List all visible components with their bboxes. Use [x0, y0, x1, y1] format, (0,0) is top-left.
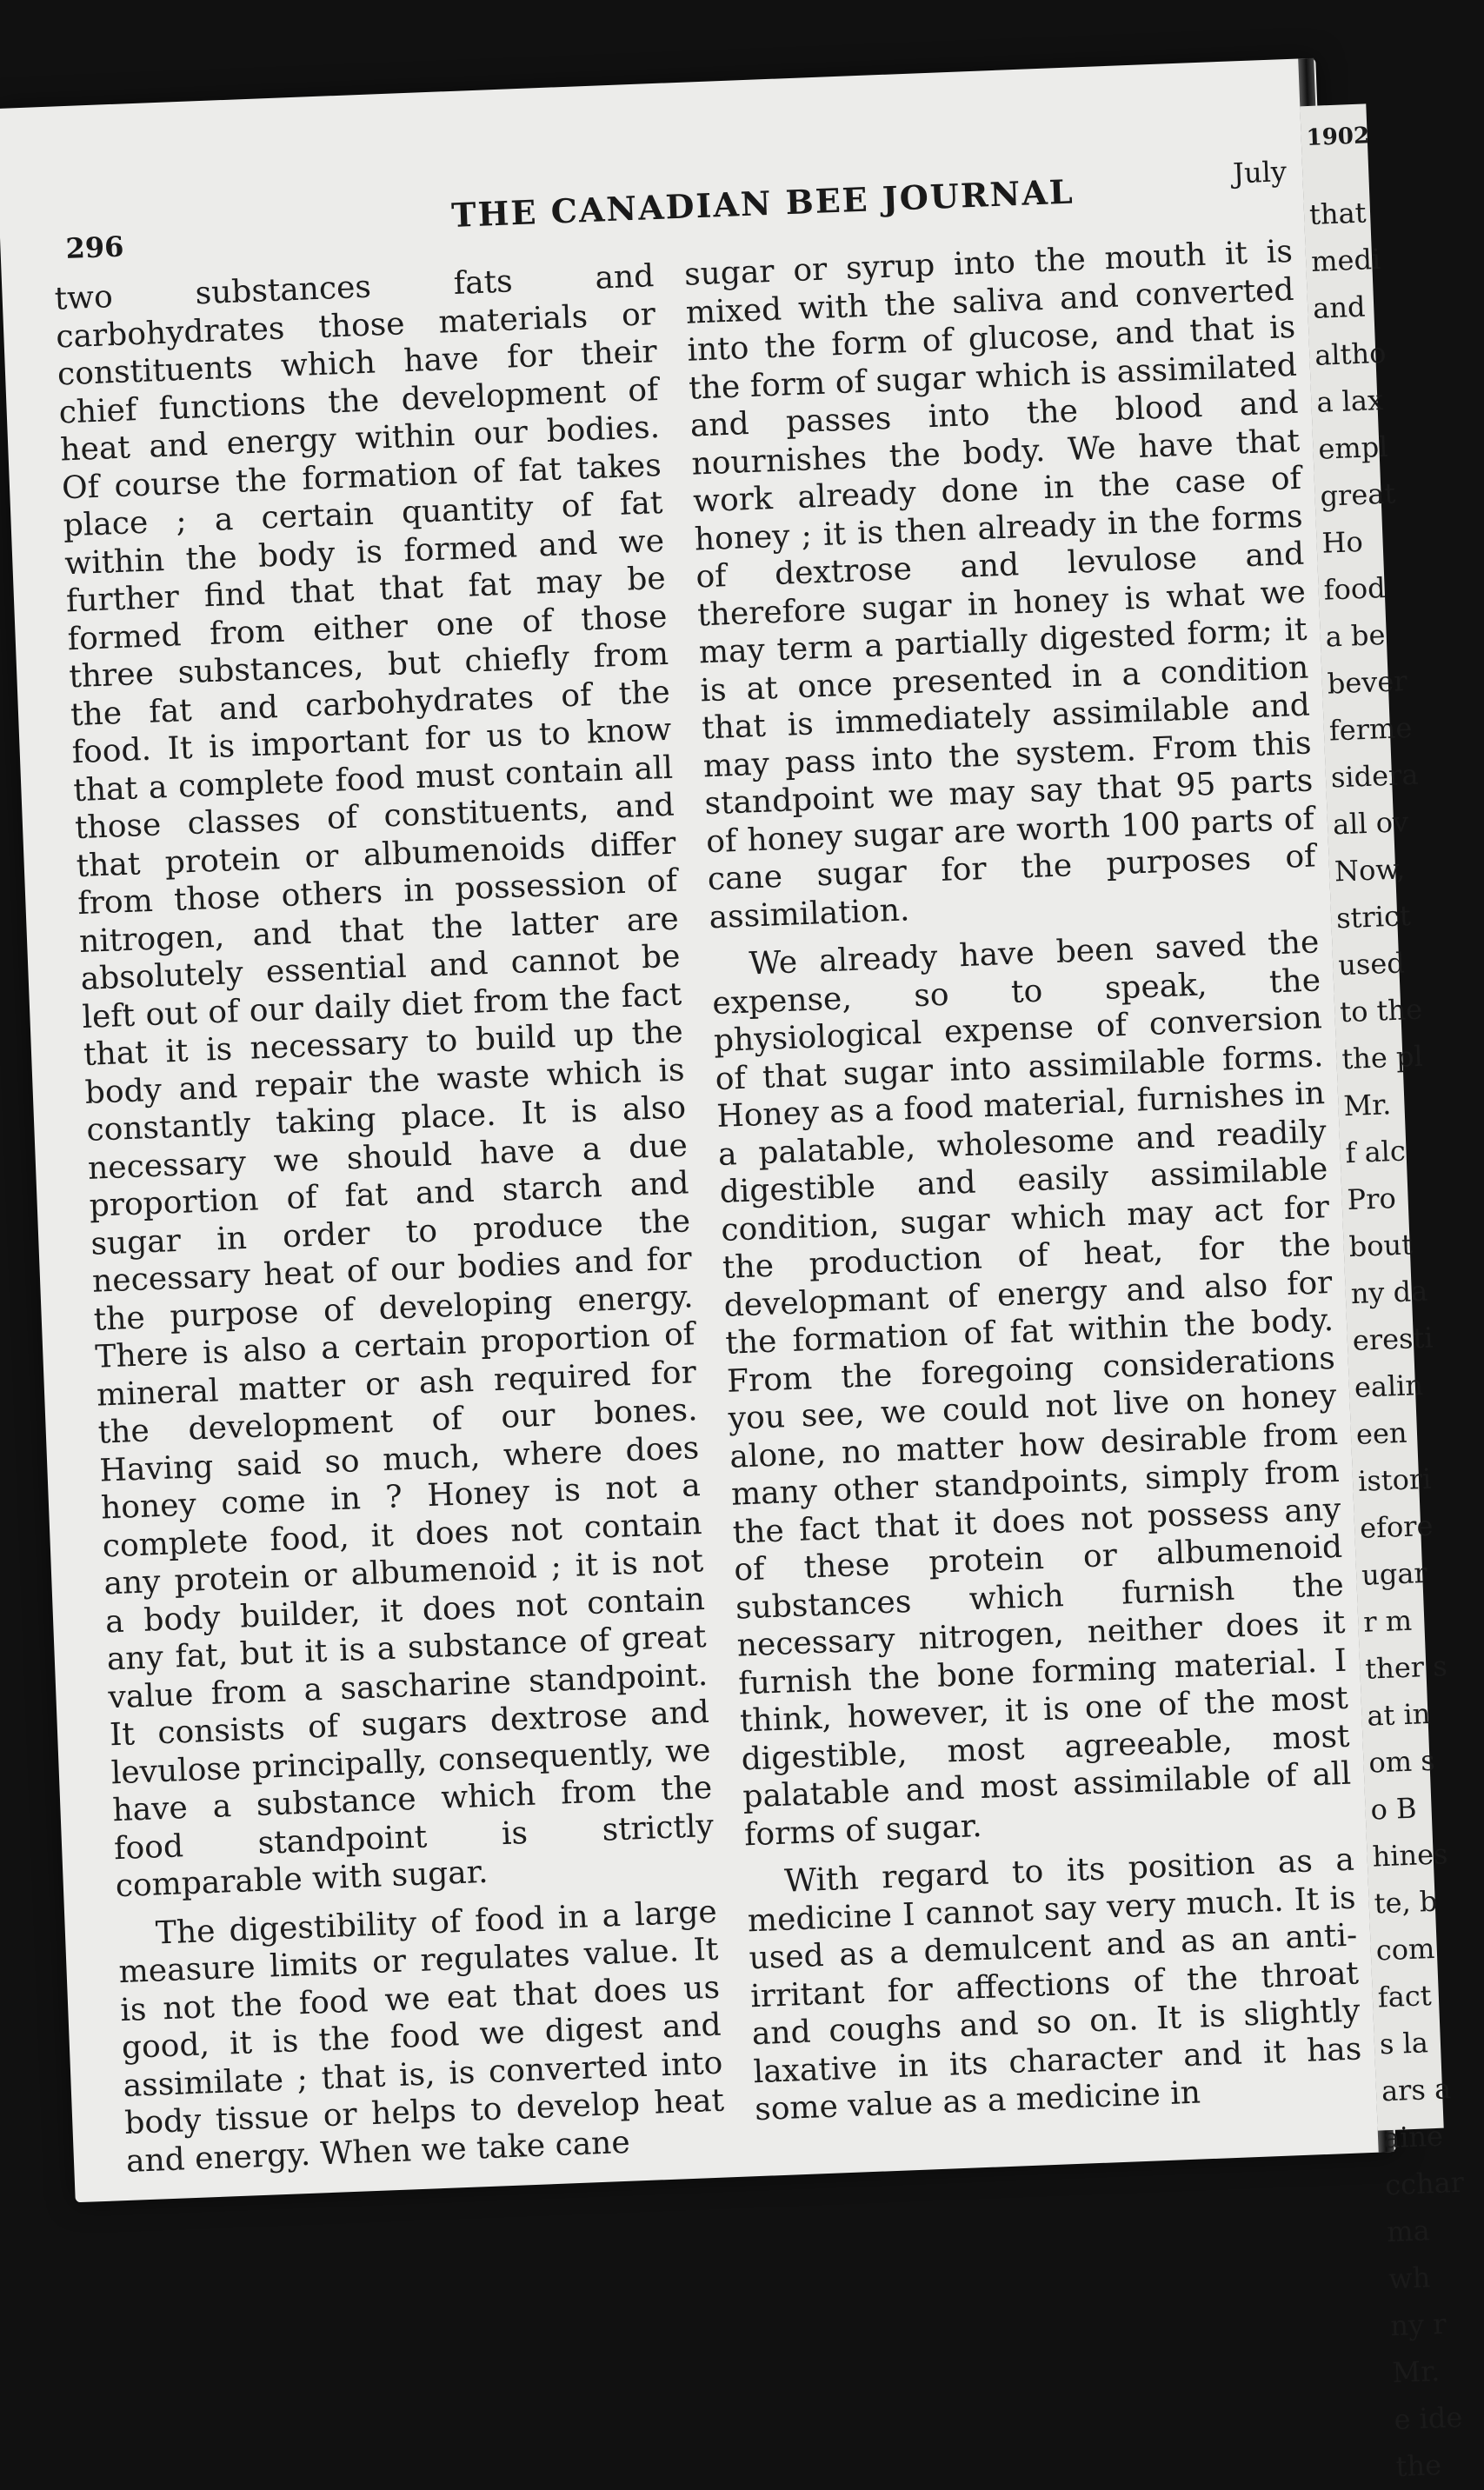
adjacent-page-fragment: empl [1317, 429, 1389, 466]
adjacent-page-fragment: ars a [1381, 2072, 1452, 2108]
adjacent-page-fragment: ny r [1389, 2307, 1447, 2343]
adjacent-page-fragment: s la [1379, 2026, 1429, 2061]
adjacent-page-fragment: strict [1335, 899, 1412, 935]
adjacent-page-fragment: ferme [1328, 710, 1413, 748]
adjacent-page-fragment: a lax [1315, 383, 1384, 419]
adjacent-page-fragment: r m [1362, 1603, 1413, 1639]
adjacent-page-fragment: bever [1327, 664, 1408, 701]
adjacent-page-fragment: Mr. [1391, 2354, 1441, 2390]
paragraph: sugar or syrup into the mouth it is mixed with the saliva and converted into the form of glucose, and that is the form of sugar which is assimilated and passes into the blood and nournishes the body. We have that work already done in the case of honey ; it is then already in the forms of dextrose and levulose and therefore sugar in honey is what we may term a partially digested form; it is at once presented in a condition that is immediately assimilable and may pass into the system. From this standpoint we may say that 95 parts of honey sugar are worth 100 parts of cane sugar for the purposes of assimilation. [683, 233, 1317, 935]
adjacent-page-fragment: een [1355, 1415, 1408, 1451]
adjacent-page-fragment: Pro [1346, 1182, 1397, 1217]
adjacent-page-fragment: ma [1386, 2214, 1431, 2249]
adjacent-page-fragment: efore [1359, 1508, 1434, 1545]
adjacent-page-fragment: and [1312, 290, 1367, 325]
adjacent-page-fragment: fact [1377, 1979, 1433, 2014]
adjacent-page-fragment: great [1319, 476, 1396, 513]
page-number: 296 [64, 230, 125, 266]
adjacent-page-fragment: com [1375, 1931, 1436, 1967]
adjacent-page-fragment: sidera [1330, 757, 1420, 795]
adjacent-page-fragment: used [1337, 946, 1406, 982]
adjacent-page-header: 1902 [1306, 123, 1370, 152]
adjacent-page-fragment: cchar [1384, 2165, 1465, 2202]
adjacent-page-fragment: ny da [1350, 1274, 1428, 1311]
adjacent-page-fragment: the pl [1341, 1039, 1424, 1076]
adjacent-page-fragment: om s [1368, 1743, 1436, 1780]
adjacent-page-fragment: altho [1314, 336, 1388, 372]
adjacent-page-fragment: f alc [1344, 1134, 1407, 1170]
adjacent-page-fragment: bout [1348, 1228, 1414, 1264]
adjacent-page-fragment: ealin [1354, 1368, 1424, 1404]
adjacent-page-fragment: hines [1371, 1837, 1449, 1874]
adjacent-page-fragment: the [1394, 2448, 1442, 2484]
adjacent-page-fragment: at in [1366, 1696, 1432, 1733]
issue-month: July [1232, 155, 1288, 190]
adjacent-page-fragment: Ho [1321, 524, 1364, 560]
adjacent-page-fragment: a be [1325, 618, 1387, 654]
paragraph: two substances fats and carbohydrates those materials or constituents which have for their chief functions the development of heat and energy within our bodies. Of course the formation of fat takes place ; a certain quantity of fat within the body is formed and we further find that that fat may be formed from either one of those three substances, but chiefly from the fat and carbohydrates of the food. It is important for us to know that a complete food must contain all those classes of constituents, and that protein or albumenoids differ from those others in possession of nitrogen, and that the latter are absolutely essential and cannot be left out of our daily diet from the fact that it is necessary to build up the body and repair the waste which is constantly taking place. It is also necessary we should have a due proportion of fat and starch and sugar in order to produce the necessary heat of our bodies and for the purpose of developing energy. There is also a certain proportion of mineral matter or ash required for the development of our bones. Having said so much, where does honey come in ? Honey is not a complete food, it does not contain any protein or albumenoid ; it is not a body builder, it does not contain any fat, but it is a substance of great value from a sascharine standpoint. It consists of sugars dextrose and levulose principally, consequently, we have a substance which from the food standpoint is strictly comparable with sugar. [53, 258, 715, 1905]
adjacent-page-fragment: that [1308, 196, 1368, 231]
adjacent-page-fragment: wh [1388, 2260, 1432, 2296]
paragraph: The digestibility of food in a large measure limits or regulates value. It is not the food we eat that does us good, it is the food we digest and assimilate ; that is, is converted into body tissue or helps to develop heat and energy. When we take cane [117, 1894, 725, 2180]
adjacent-page-fragment: eresti [1352, 1321, 1434, 1358]
right-column [683, 233, 1364, 2140]
adjacent-page-fragment: all ov [1332, 805, 1409, 842]
adjacent-page-fragment: Now, [1334, 852, 1406, 889]
adjacent-page-fragment: o B [1369, 1791, 1418, 1827]
adjacent-page-fragment: ther s [1364, 1649, 1448, 1686]
adjacent-page-fragment: aine [1382, 2119, 1444, 2155]
adjacent-page-fragment: te, b [1373, 1884, 1439, 1921]
adjacent-page-fragment: istori [1357, 1461, 1433, 1498]
paragraph: We already have been saved the expense, so to speak, the physiological expense of conversion of that sugar into assimilable forms. Honey as a food material, furnishes in a palatable, wholesome and readily digestible and easily assimilable condition, sugar which may act for the production of heat, for the developmant of energy and also for the formation of fat within the body. From the foregoing considerations you see, we could not live on honey alone, no matter how desirable from many other standpoints, simply from the fact that it does not possess any of these protein or albumenoid substances which furnish the necessary nitrogen, neither does it furnish the bone forming material. I think, however, it is one of the most digestible, most agreeable, most palatable and most assimilable of all forms of sugar. [711, 924, 1352, 1853]
paragraph: With regard to its position as a medicine I cannot say very much. It is used as a demulcent and as an anti-irritant for affections of the throat and coughs and so on. It is slightly laxative in its character and it has some value as a medicine in [747, 1841, 1362, 2128]
left-column [54, 257, 727, 2191]
adjacent-page-fragment: ugar [1361, 1555, 1428, 1592]
adjacent-page-fragment: to the [1339, 992, 1423, 1029]
page-header [59, 155, 1288, 266]
journal-title: THE CANADIAN BEE JOURNAL [450, 171, 1075, 235]
adjacent-page-fragment: Mr. [1342, 1088, 1392, 1123]
adjacent-page-fragment: medi [1310, 242, 1381, 278]
adjacent-page-fragment: e ide [1393, 2400, 1463, 2437]
adjacent-page-fragment: food [1322, 570, 1387, 607]
